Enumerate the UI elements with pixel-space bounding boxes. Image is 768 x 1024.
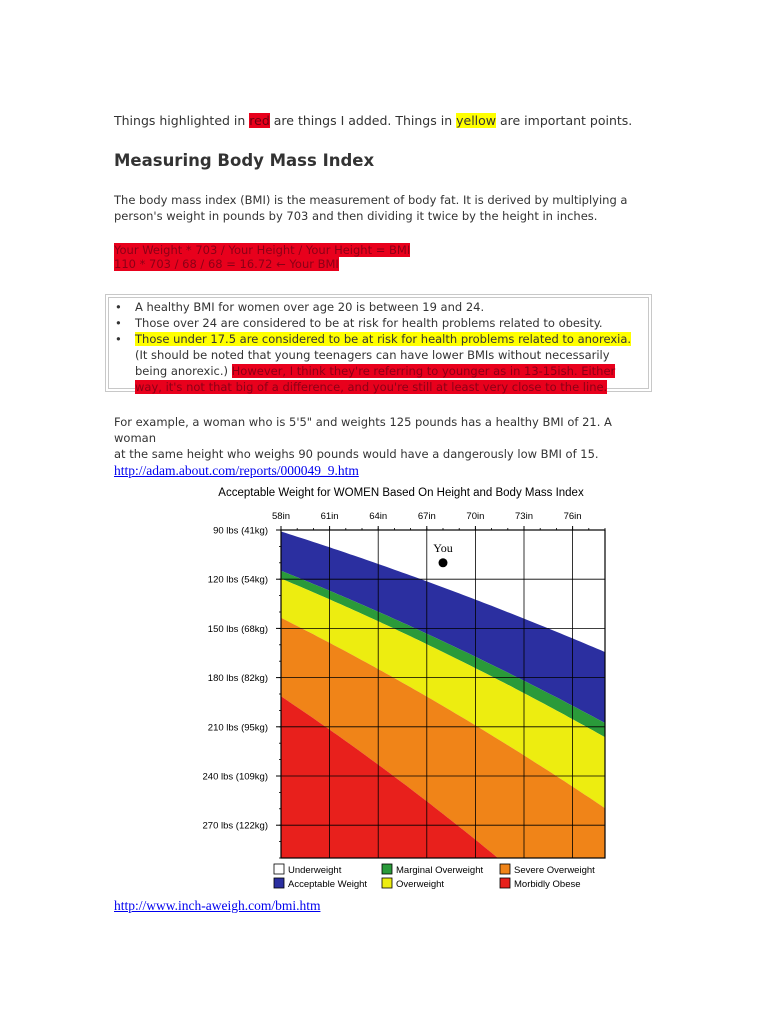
list-item-text: Those over 24 are considered to be at risk for health problems related to obesity.	[135, 316, 603, 330]
formula-block	[114, 243, 410, 271]
intro-line	[114, 113, 632, 128]
y-tick-label: 90 lbs (41kg)	[213, 525, 268, 537]
definition-line: The body mass index (BMI) is the measurement of body fat. It is derived by multiplying a	[114, 193, 628, 207]
y-tick-label: 120 lbs (54kg)	[207, 574, 268, 586]
y-tick-label: 210 lbs (95kg)	[207, 722, 268, 734]
x-tick-label: 64in	[369, 511, 388, 522]
intro-after: are important points.	[496, 113, 633, 128]
legend-label: Underweight	[288, 865, 342, 876]
x-tick-label: 58in	[272, 511, 290, 522]
list-item-added-note: However, I think they're referring to younger as in 13-15ish. Either way, it's not that big of a difference, and you're still at least very close to the line.	[135, 364, 616, 394]
intro-middle: are things I added. Things in	[269, 113, 457, 128]
x-tick-label: 76in	[563, 511, 582, 522]
x-tick-label: 73in	[515, 511, 533, 522]
legend-label: Morbidly Obese	[514, 879, 581, 890]
legend-label: Marginal Overweight	[396, 865, 484, 876]
formula-line: Your Weight * 703 / Your Height / Your Height = BMI	[114, 243, 411, 257]
bullet-box	[105, 294, 652, 392]
x-tick-label: 61in	[320, 511, 339, 522]
legend-label: Severe Overweight	[514, 865, 595, 876]
list-item	[112, 315, 642, 331]
list-item	[112, 299, 642, 315]
page-title: Measuring Body Mass Index	[114, 151, 375, 170]
intro-red-word: red	[249, 113, 270, 128]
legend-swatch	[382, 864, 392, 874]
bullet-list	[112, 299, 642, 395]
inch-aweigh-link[interactable]: http://www.inch-aweigh.com/bmi.htm	[114, 898, 321, 913]
bullet-icon: •	[115, 316, 122, 330]
x-tick-label: 70in	[466, 511, 485, 522]
legend-swatch	[274, 864, 284, 874]
legend-swatch	[274, 878, 284, 888]
y-tick-label: 270 lbs (122kg)	[202, 820, 268, 832]
legend-swatch	[500, 864, 510, 874]
legend-swatch	[500, 878, 510, 888]
chart-title: Acceptable Weight for WOMEN Based On Height and Body Mass Index	[218, 487, 584, 499]
list-item-text: A healthy BMI for women over age 20 is between 19 and 24.	[135, 300, 485, 314]
legend-label: Overweight	[396, 879, 445, 890]
list-item	[112, 331, 642, 395]
formula-line: 110 * 703 / 68 / 68 = 16.72 ← Your BMI	[114, 257, 339, 271]
example-paragraph	[114, 414, 654, 462]
list-item-text: (It should be noted that young teenagers can have lower BMIs without necessarily being anorexic.)	[135, 348, 610, 378]
legend-swatch	[382, 878, 392, 888]
definition-paragraph	[114, 192, 654, 224]
intro-before: Things highlighted in	[114, 113, 250, 128]
x-tick-label: 67in	[417, 511, 436, 522]
you-marker	[439, 558, 448, 567]
example-line: at the same height who weighs 90 pounds would have a dangerously low BMI of 15.	[114, 447, 599, 461]
list-item-important: Those under 17.5 are considered to be at risk for health problems related to anorexia.	[135, 332, 632, 346]
y-tick-label: 180 lbs (82kg)	[207, 673, 268, 685]
definition-line: person's weight in pounds by 703 and then dividing it twice by the height in inches.	[114, 209, 598, 223]
legend-label: Acceptable Weight	[288, 879, 368, 890]
adam-link[interactable]: http://adam.about.com/reports/000049_9.htm	[114, 463, 359, 478]
bmi-chart	[0, 500, 768, 900]
example-line: For example, a woman who is 5'5" and weights 125 pounds has a healthy BMI of 21. A woman	[114, 415, 612, 445]
intro-yellow-word: yellow	[456, 113, 497, 128]
you-marker-label: You	[433, 540, 453, 555]
bullet-icon: •	[115, 332, 122, 346]
y-tick-label: 240 lbs (109kg)	[202, 771, 268, 783]
bullet-icon: •	[115, 300, 122, 314]
y-tick-label: 150 lbs (68kg)	[207, 623, 268, 635]
